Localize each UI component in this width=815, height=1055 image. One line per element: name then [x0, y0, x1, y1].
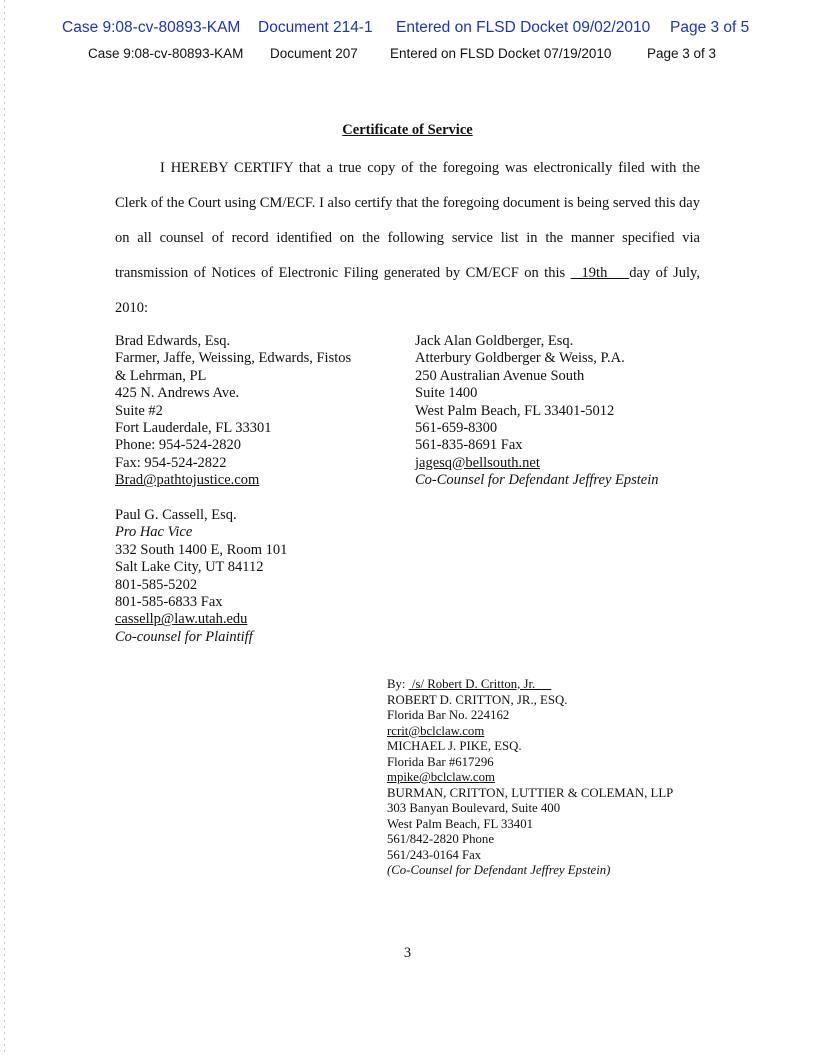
- header-page-count: Page 3 of 3: [647, 46, 717, 61]
- signature-line: /s/ Robert D. Critton, Jr.: [408, 677, 552, 691]
- counsel-address: Suite 1400: [415, 385, 478, 402]
- header-document-number: Document 207: [270, 46, 358, 61]
- counsel-status: Pro Hac Vice: [115, 524, 193, 541]
- header-case-number: Case 9:08-cv-80893-KAM: [62, 19, 241, 36]
- counsel-address: 250 Australian Avenue South: [415, 367, 585, 384]
- counsel-city: West Palm Beach, FL 33401-5012: [415, 402, 615, 419]
- certificate-text-end: day of July, 2010:: [115, 265, 700, 316]
- counsel-address: 425 N. Andrews Ave.: [115, 385, 240, 402]
- signature-block: [387, 677, 673, 879]
- counsel-name: Jack Alan Goldberger, Esq.: [415, 333, 574, 349]
- scan-edge: [4, 0, 5, 1055]
- attorney-name: MICHAEL J. PIKE, ESQ.: [387, 739, 522, 753]
- counsel-email-link[interactable]: cassellp@law.utah.edu: [115, 611, 248, 628]
- page-number: 3: [403, 945, 412, 961]
- service-entry-edwards: [115, 333, 351, 490]
- signature-role: (Co-Counsel for Defendant Jeffrey Epstein): [387, 863, 611, 877]
- counsel-role: Co-Counsel for Defendant Jeffrey Epstein: [415, 472, 659, 489]
- header-page-count: Page 3 of 5: [670, 19, 750, 36]
- certificate-text: I HEREBY CERTIFY that a true copy of the foregoing was electronically filed with the Clerk of the Court using CM/ECF. I also certify that the foregoing document is being served this day on all counsel of record identified on the following service list in the manner specified via transmission of Notices of Electronic Filing generated by CM/ECF on this: [115, 160, 700, 281]
- counsel-role: Co-counsel for Plaintiff: [115, 628, 253, 645]
- attorney-email-link[interactable]: mpike@bclclaw.com: [387, 770, 495, 784]
- attorney-bar-number: Florida Bar No. 224162: [387, 708, 510, 722]
- counsel-firm: Atterbury Goldberger & Weiss, P.A.: [415, 350, 625, 367]
- header-document-number: Document 214-1: [258, 19, 373, 36]
- header-entered-date: Entered on FLSD Docket 07/19/2010: [390, 46, 612, 61]
- counsel-fax: Fax: 954-524-2822: [115, 454, 227, 471]
- counsel-city: Fort Lauderdale, FL 33301: [115, 419, 272, 436]
- counsel-name: Paul G. Cassell, Esq.: [115, 507, 237, 523]
- counsel-email-link[interactable]: Brad@pathtojustice.com: [115, 472, 260, 489]
- attorney-name: ROBERT D. CRITTON, JR., ESQ.: [387, 692, 568, 707]
- counsel-name: Brad Edwards, Esq.: [115, 333, 231, 349]
- header-entered-date: Entered on FLSD Docket 09/02/2010: [396, 19, 651, 36]
- counsel-firm: Farmer, Jaffe, Weissing, Edwards, Fistos: [115, 350, 352, 367]
- service-entry-cassell: [115, 507, 287, 646]
- attorney-email-link[interactable]: rcrit@bclclaw.com: [387, 723, 485, 738]
- counsel-firm: & Lehrman, PL: [115, 367, 207, 384]
- attorney-bar-number: Florida Bar #617296: [387, 754, 494, 769]
- firm-phone: 561/842-2820 Phone: [387, 832, 494, 846]
- counsel-phone: Phone: 954-524-2820: [115, 437, 242, 454]
- counsel-fax: 801-585-6833 Fax: [115, 593, 223, 610]
- service-entry-goldberger: [415, 333, 659, 490]
- counsel-email-link[interactable]: jagesq@bellsouth.net: [415, 454, 540, 471]
- certificate-title: Certificate of Service: [342, 122, 473, 138]
- header-case-number: Case 9:08-cv-80893-KAM: [88, 46, 244, 61]
- counsel-fax: 561-835-8691 Fax: [415, 437, 523, 454]
- firm-city: West Palm Beach, FL 33401: [387, 816, 533, 831]
- signature-by-label: By:: [387, 677, 406, 691]
- certificate-date-fill: 19th: [570, 265, 630, 281]
- counsel-phone: 801-585-5202: [115, 576, 198, 593]
- certificate-paragraph: [115, 151, 700, 326]
- counsel-city: Salt Lake City, UT 84112: [115, 559, 264, 576]
- firm-fax: 561/243-0164 Fax: [387, 847, 482, 862]
- counsel-phone: 561-659-8300: [415, 419, 498, 436]
- firm-address: 303 Banyan Boulevard, Suite 400: [387, 801, 561, 815]
- counsel-address: 332 South 1400 E, Room 101: [115, 541, 288, 558]
- counsel-address: Suite #2: [115, 402, 163, 419]
- firm-name: BURMAN, CRITTON, LUTTIER & COLEMAN, LLP: [387, 785, 674, 800]
